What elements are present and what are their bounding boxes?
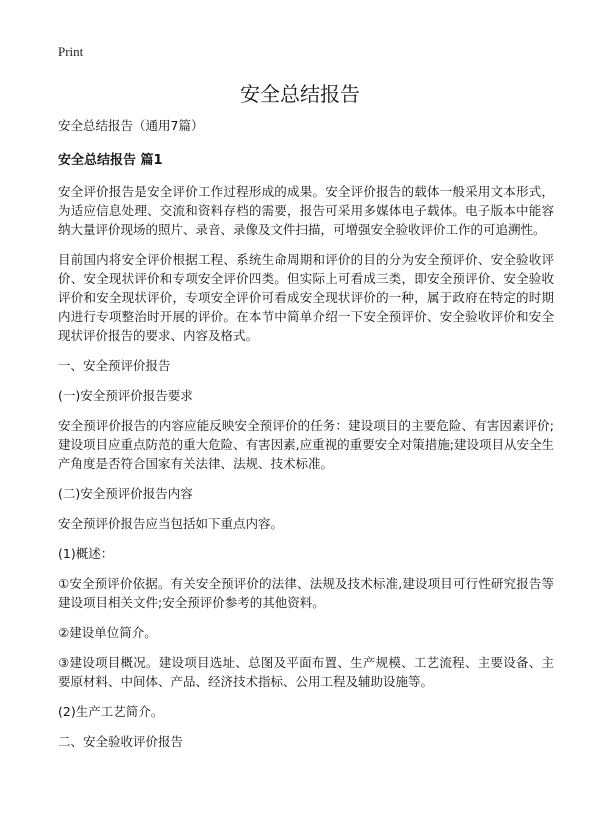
item-evaluation-basis: ①安全预评价依据。有关安全预评价的法律、法规及技术标准,建设项目可行性研究报告等建设项目相关文件;安全预评价参考的其他资料。 — [58, 576, 554, 610]
item-overview: (1)概述： — [58, 546, 114, 561]
paragraph-key-content-intro: 安全预评价报告应当包括如下重点内容。 — [58, 516, 284, 531]
heading-pre-evaluation-content: (二)安全预评价报告内容 — [58, 486, 193, 501]
heading-acceptance-evaluation-report: 二、安全验收评价报告 — [58, 734, 184, 749]
item-project-overview: ③建设项目概况。建设项目选址、总图及平面布置、生产规模、工艺流程、主要设备、主要原材料、中间体、产品、经济技术指标、公用工程及辅助设施等。 — [58, 655, 554, 689]
paragraph-classification: 目前国内将安全评价根据工程、系统生命周期和评价的目的分为安全预评价、安全验收评价、安全现状评价和专项安全评价四类。但实际上可看成三类，即安全预评价、安全验收评价和安全现状评价，专项安全评价可看成安全现状评价的一种，属于政府在特定的时期内进行专项整治时开展的评价。在本节中简单介绍一下安全预评价、安全验收评价和安全现状评价报告的要求、内容及格式。 — [58, 252, 554, 343]
item-company-profile: ②建设单位简介。 — [58, 625, 157, 640]
item-process-intro: (2)生产工艺简介。 — [58, 704, 164, 719]
heading-pre-evaluation-report: 一、安全预评价报告 — [58, 358, 171, 373]
paragraph-pre-evaluation-requirements: 安全预评价报告的内容应能反映安全预评价的任务：建设项目的主要危险、有害因素评价;建设项目应重点防范的重大危险、有害因素,应重视的重要安全对策措施;建设项目从安全生产角度是否符合国家有关法律、法规、技术标准。 — [58, 418, 554, 471]
heading-pre-evaluation-requirements: (一)安全预评价报告要求 — [58, 388, 193, 403]
print-link[interactable]: Print — [58, 44, 84, 59]
section-heading: 安全总结报告 篇1 — [58, 153, 163, 168]
paragraph-intro: 安全评价报告是安全评价工作过程形成的成果。安全评价报告的载体一般采用文本形式，为适应信息处理、交流和资料存档的需要，报告可采用多媒体电子载体。电子版本中能容纳大量评价现场的照片、录音、录像及文件扫描，可增强安全验收评价工作的可追溯性。 — [58, 184, 554, 237]
document-subtitle: 安全总结报告（通用7篇） — [58, 118, 204, 133]
document-title: 安全总结报告 — [240, 82, 360, 106]
document-body — [58, 116, 554, 762]
